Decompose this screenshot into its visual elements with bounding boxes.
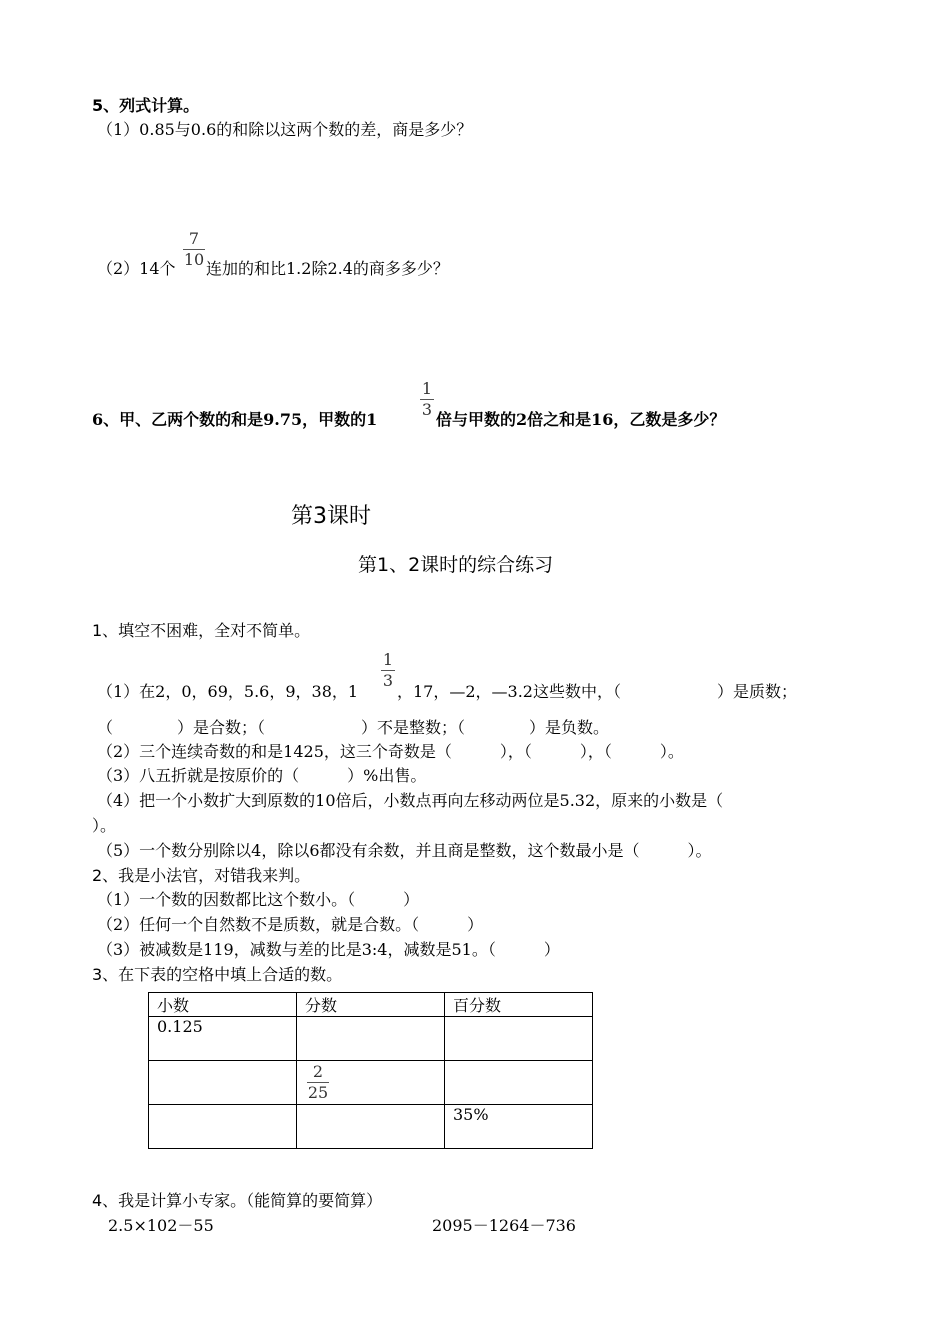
q5-part2-fraction: [183, 230, 205, 269]
s1-line7: （5）一个数分别除以4，除以6都没有余数，并且商是整数，这个数最小是（ ）。: [97, 841, 712, 860]
s2-line3: （3）被减数是119，减数与差的比是3:4，减数是51。（ ）: [97, 940, 560, 959]
fraction-numerator: 1: [421, 379, 433, 398]
fraction-denominator: 3: [382, 671, 394, 690]
lesson-title: 第3课时: [291, 504, 371, 529]
conversion-table: [148, 992, 593, 1149]
q6-prefix: 6、甲、乙两个数的和是9.75，甲数的1: [92, 410, 378, 429]
header-percent: 百分数: [445, 993, 593, 1017]
header-decimal: 小数: [149, 993, 297, 1017]
s4-expression-2: 2095－1264－736: [432, 1216, 576, 1235]
s2-title: 2、我是小法官，对错我来判。: [92, 866, 311, 885]
s3-title: 3、在下表的空格中填上合适的数。: [92, 965, 343, 984]
cell-decimal-blank[interactable]: [149, 1061, 297, 1105]
q5-part2-suffix: 连加的和比1.2除2.4的商多多少？: [206, 259, 449, 278]
fraction-numerator: 2: [312, 1062, 324, 1081]
s2-line2: （2）任何一个自然数不是质数，就是合数。（ ）: [97, 915, 484, 934]
cell-percent-blank[interactable]: [445, 1061, 593, 1105]
fraction-numerator: 1: [382, 650, 394, 669]
s1-line2: （ ）是合数；（ ）不是整数；（ ）是负数。: [97, 718, 610, 737]
lesson-subtitle: 第1、2课时的综合练习: [358, 554, 554, 576]
s1-line5: （4）把一个小数扩大到原数的10倍后，小数点再向左移动两位是5.32，原来的小数是（: [97, 791, 724, 810]
s1-line1-prefix: （1）在2，0，69，5.6，9，38，1: [97, 682, 359, 701]
table-header-row: [149, 993, 593, 1017]
s1-line6: ）。: [92, 816, 117, 835]
cell-percent-blank[interactable]: [445, 1017, 593, 1061]
q6-fraction: [420, 380, 434, 419]
fraction-denominator: 10: [183, 250, 205, 269]
table-row: [149, 1061, 593, 1105]
table-fraction: [307, 1063, 329, 1102]
s4-title: 4、我是计算小专家。（能简算的要简算）: [92, 1191, 383, 1210]
cell-decimal: 0.125: [149, 1017, 297, 1061]
fraction-denominator: 25: [307, 1083, 329, 1102]
header-fraction: 分数: [297, 993, 445, 1017]
cell-decimal-blank[interactable]: [149, 1105, 297, 1149]
s1-line1-fraction: [381, 651, 395, 690]
cell-percent: 35%: [445, 1105, 593, 1149]
fraction-denominator: 3: [421, 400, 433, 419]
cell-fraction: [297, 1061, 445, 1105]
cell-fraction-blank[interactable]: [297, 1017, 445, 1061]
s1-line1-suffix: ，17，—2，—3.2这些数中，（ ）是质数；: [397, 682, 797, 701]
table-row: [149, 1017, 593, 1061]
q5-part1: （1）0.85与0.6的和除以这两个数的差，商是多少？: [97, 120, 473, 139]
s1-title: 1、填空不困难，全对不简单。: [92, 621, 311, 640]
cell-fraction-blank[interactable]: [297, 1105, 445, 1149]
q6-suffix: 倍与甲数的2倍之和是16，乙数是多少？: [436, 410, 726, 429]
s4-expression-1: 2.5×102－55: [108, 1216, 214, 1235]
q5-part2-prefix: （2）14个: [97, 259, 176, 278]
s2-line1: （1）一个数的因数都比这个数小。（ ）: [97, 890, 420, 909]
fraction-numerator: 7: [188, 229, 200, 248]
s1-line3: （2）三个连续奇数的和是1425，这三个奇数是（ ），（ ），（ ）。: [97, 742, 684, 761]
q5-title: 5、列式计算。: [92, 96, 200, 115]
table-row: [149, 1105, 593, 1149]
s1-line4: （3）八五折就是按原价的（ ）%出售。: [97, 766, 427, 785]
